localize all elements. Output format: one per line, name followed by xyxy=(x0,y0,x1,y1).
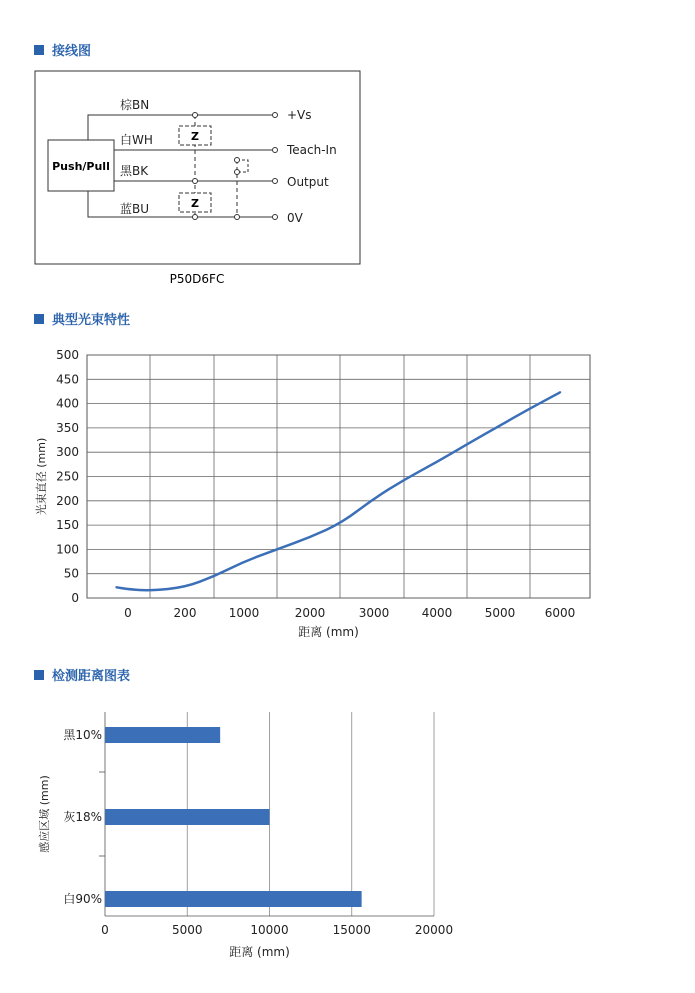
wiring-title-text: 接线图 xyxy=(52,44,92,59)
terminal-dot xyxy=(273,179,278,184)
x-tick-label: 6000 xyxy=(544,606,576,620)
junction-dot xyxy=(235,158,240,163)
terminal-label-0v: 0V xyxy=(287,211,303,225)
x-axis-title: 距离 (mm) xyxy=(298,625,359,639)
terminal-label-teach: Teach-In xyxy=(287,143,337,157)
terminal-dot xyxy=(273,113,278,118)
x-tick-label: 15000 xyxy=(332,923,371,937)
wire-label-bk: 黑BK xyxy=(120,164,149,178)
push-pull-label: Push/Pull xyxy=(52,160,110,173)
y-axis-title: 光束直径 (mm) xyxy=(35,437,48,516)
y-tick-label: 300 xyxy=(56,445,79,460)
y-tick-label: 250 xyxy=(56,469,79,484)
beam-section-title xyxy=(34,309,130,328)
x-tick-label: 5000 xyxy=(171,923,203,937)
x-tick-label: 20000 xyxy=(414,923,454,937)
load-label-top: Z xyxy=(191,130,199,143)
load-label-bottom: Z xyxy=(191,197,199,210)
x-tick-label: 4000 xyxy=(421,606,453,620)
section-marker-icon xyxy=(34,314,44,324)
section-marker-icon xyxy=(34,45,44,55)
category-label: 白90% xyxy=(63,892,102,906)
range-title-text: 检测距离图表 xyxy=(52,669,131,684)
y-tick-label: 150 xyxy=(56,518,79,533)
terminal-dot xyxy=(273,215,278,220)
beam-chart xyxy=(0,340,695,650)
terminal-dot xyxy=(273,148,278,153)
section-marker-icon xyxy=(34,670,44,680)
x-tick-label: 10000 xyxy=(250,923,289,937)
range-bar xyxy=(105,809,270,825)
range-bar xyxy=(105,727,220,743)
junction-dot xyxy=(235,215,240,220)
y-tick-label: 350 xyxy=(56,420,79,435)
category-label: 黑10% xyxy=(63,728,102,742)
x-tick-label: 200 xyxy=(173,606,197,620)
y-axis-title: 感应区域 (mm) xyxy=(38,775,51,853)
terminal-label-vs: +Vs xyxy=(287,108,312,122)
category-label: 灰18% xyxy=(63,810,102,824)
x-axis-title: 距离 (mm) xyxy=(229,945,290,959)
y-tick-label: 500 xyxy=(56,348,79,362)
x-tick-label: 1000 xyxy=(228,606,260,620)
y-tick-label: 450 xyxy=(56,372,79,387)
model-number: P50D6FC xyxy=(169,272,225,286)
junction-dot xyxy=(193,215,198,220)
range-section-title xyxy=(34,665,130,684)
junction-dot xyxy=(235,170,240,175)
junction-dot xyxy=(193,113,198,118)
wire-label-bu: 蓝BU xyxy=(120,202,150,216)
wiring-section-title xyxy=(34,40,91,59)
y-tick-label: 100 xyxy=(56,542,79,557)
y-tick-label: 0 xyxy=(71,591,79,605)
y-tick-label: 400 xyxy=(56,396,79,411)
x-tick-label: 0 xyxy=(101,923,109,937)
x-tick-label: 5000 xyxy=(484,606,516,620)
x-tick-label: 2000 xyxy=(294,606,326,620)
x-tick-label: 0 xyxy=(124,606,132,620)
range-bar xyxy=(105,891,362,907)
junction-dot xyxy=(193,179,198,184)
wire-label-wh: 白WH xyxy=(120,133,153,147)
wire-label-bn: 棕BN xyxy=(120,98,150,112)
terminal-label-output: Output xyxy=(287,175,329,189)
y-tick-label: 200 xyxy=(56,493,79,508)
x-tick-label: 3000 xyxy=(358,606,390,620)
beam-title-text: 典型光束特性 xyxy=(52,313,131,328)
range-chart xyxy=(0,690,695,990)
y-tick-label: 50 xyxy=(63,566,79,581)
beam-curve xyxy=(117,392,560,590)
